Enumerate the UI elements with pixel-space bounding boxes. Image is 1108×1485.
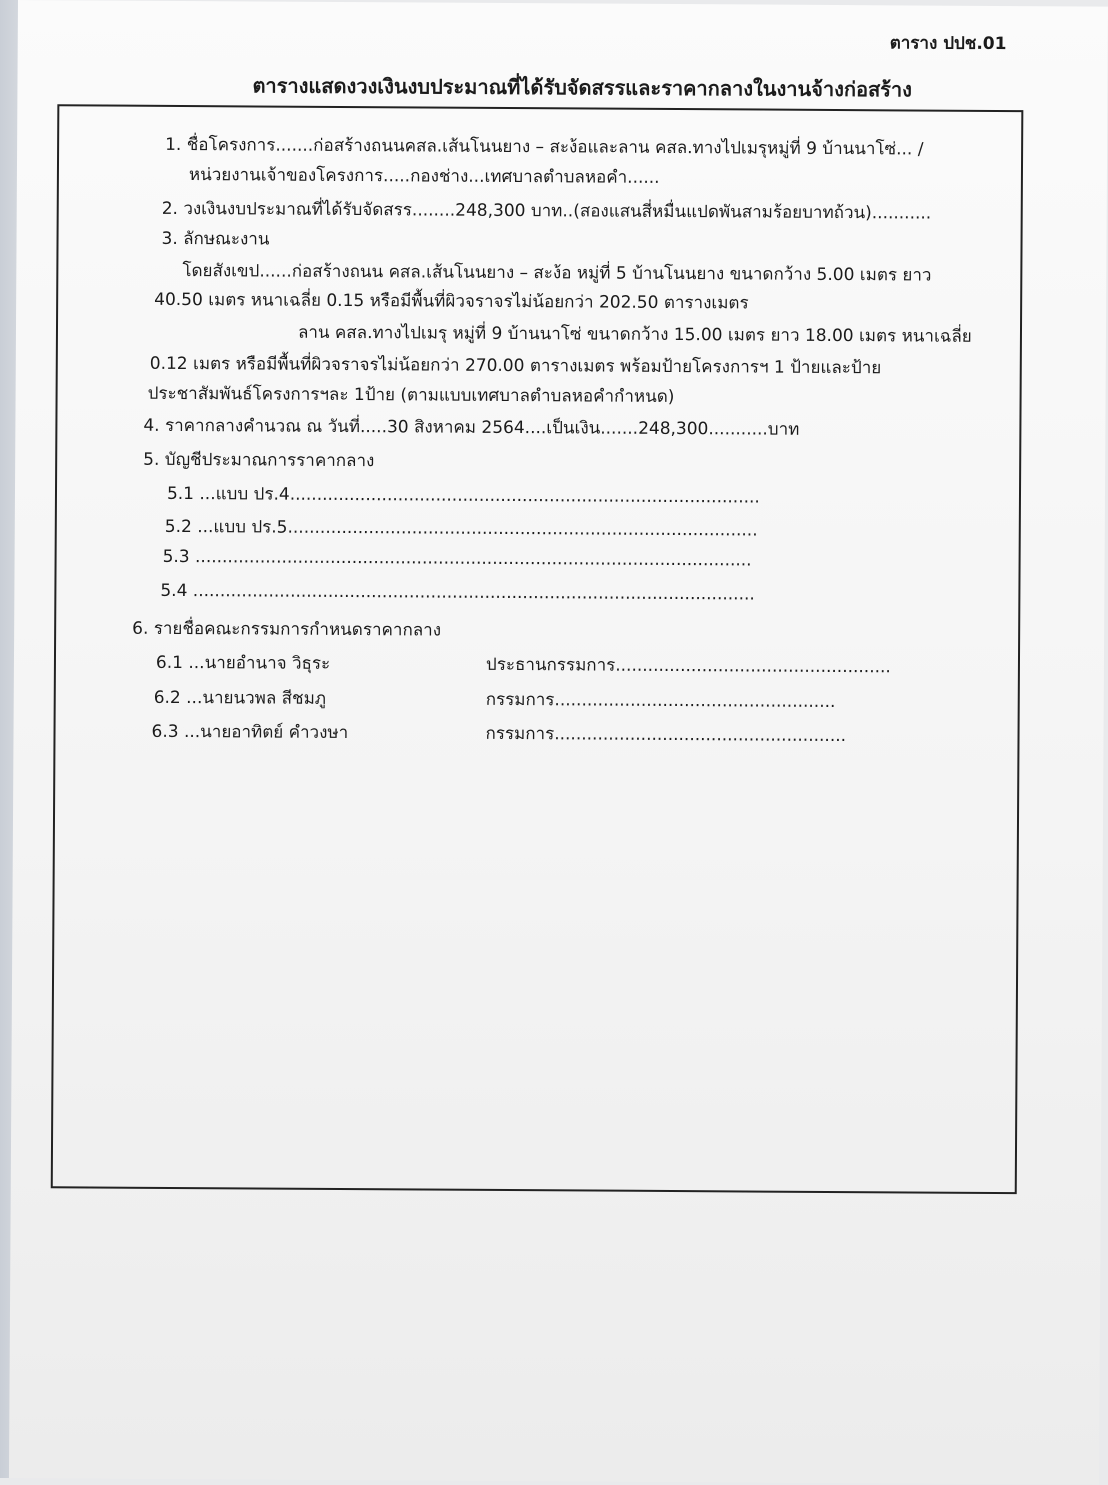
item-4-median-price: 4. ราคากลางคำนวณ ณ วันที่.....30 สิงหาคม 2564....เป็นเงิน.......248,300...........บาท [143,415,800,440]
item-1-line-2: หน่วยงานเจ้าของโครงการ.....กองช่าง...เทศบาลตำบลหอคำ...... [188,165,660,188]
item-5-row: 5.3 ....................................................................................................... [162,546,752,571]
item-5-row: 5.2 ...แบบ ปร.5....................................................................................... [164,516,758,541]
item-3-line-5: ประชาสัมพันธ์โครงการฯละ 1ป้าย (ตามแบบเทศบาลตำบลหอคำกำหนด) [147,383,675,408]
item-3-line-3: ลาน คสล.ทางไปเมรุ หมู่ที่ 9 บ้านนาโซ่ ขนาดกว้าง 15.00 เมตร ยาว 18.00 เมตร หนาเฉลี่ย [297,322,972,347]
item-3-heading: 3. ลักษณะงาน [161,228,270,250]
document-title: ตารางแสดงวงเงินงบประมาณที่ได้รับจัดสรรและราคากลางในงานจ้างก่อสร้าง [252,73,913,102]
item-3-line-2: 40.50 เมตร หนาเฉลี่ย 0.15 หรือมีพื้นที่ผิวจราจรไม่น้อยกว่า 202.50 ตารางเมตร [154,289,749,314]
item-3-line-4: 0.12 เมตร หรือมีพื้นที่ผิวจราจรไม่น้อยกว่า 270.00 ตารางเมตร พร้อมป้ายโครงการฯ 1 ป้ายและป้าย [149,353,882,379]
document-page [9,0,1108,1485]
item-3-line-1: โดยสังเขป......ก่อสร้างถนน คสล.เส้นโนนยาง – สะง้อ หมู่ที่ 5 บ้านโนนยาง ขนาดกว้าง 5.00 เมตร ยาว [182,261,932,286]
item-5-heading: 5. บัญชีประมาณการราคากลาง [143,449,375,472]
committee-member-name: 6.1 ...นายอำนาจ วิธุระ [155,652,331,674]
item-5-row: 5.1 ...แบบ ปร.4....................................................................................... [166,483,760,508]
committee-member-role: กรรมการ...................................................... [485,723,847,747]
committee-member-role: ประธานกรรมการ................................................... [485,654,891,678]
item-6-heading: 6. รายชื่อคณะกรรมการกำหนดราคากลาง [132,618,442,641]
item-5-row: 5.4 ........................................................................................................ [160,580,755,605]
committee-member-name: 6.2 ...นายนวพล สีชมภู [153,687,327,709]
committee-member-name: 6.3 ...นายอาทิตย์ คำวงษา [151,721,349,744]
committee-member-role: กรรมการ.................................................... [485,689,836,713]
document-code: ตาราง ปปช.01 [889,33,1007,55]
item-2-budget: 2. วงเงินงบประมาณที่ได้รับจัดสรร........248,300 บาท..(สองแสนสี่หมื่นแปดพันสามร้อยบาทถ้วน)........... [161,198,932,224]
item-1-line-1: 1. ชื่อโครงการ.......ก่อสร้างถนนคสล.เส้นโนนยาง – สะง้อและลาน คสล.ทางไปเมรุหมู่ที่ 9 บ้านนาโซ่... / [165,134,924,160]
